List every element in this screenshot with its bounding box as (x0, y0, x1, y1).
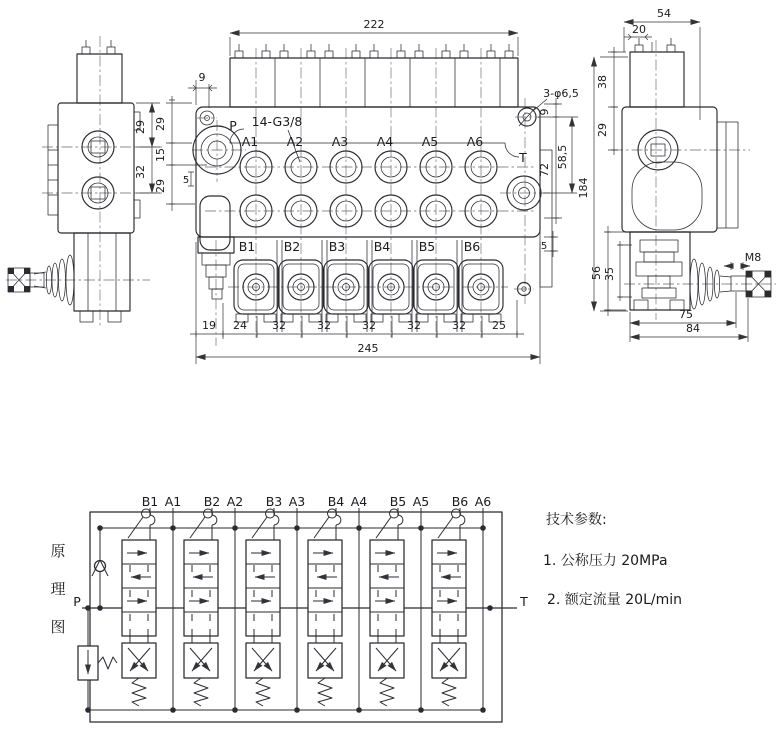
dim-32-left-view: 32 (134, 165, 147, 179)
schematic-t-label: T (520, 594, 528, 609)
port-b5-label: B5 (418, 239, 436, 254)
sch-a3: A3 (288, 494, 306, 509)
title-char-3: 图 (50, 618, 66, 636)
dim-222: 222 (363, 18, 385, 31)
port-a3-label: A3 (331, 134, 349, 149)
dim-58-5: 58,5 (556, 144, 569, 170)
port-a2-label: A2 (286, 134, 304, 149)
front-view (154, 18, 628, 364)
sch-a6: A6 (474, 494, 492, 509)
port-a4-label: A4 (376, 134, 394, 149)
dim-72: 72 (538, 163, 551, 177)
dim-32-3: 32 (362, 319, 376, 332)
dim-20: 20 (632, 23, 646, 36)
port-b2-label: B2 (283, 239, 301, 254)
sch-a4: A4 (350, 494, 368, 509)
port-a1-label: A1 (241, 134, 259, 149)
sch-b6: B6 (451, 494, 469, 509)
hydraulic-schematic (50, 494, 528, 722)
title-char-1: 原 (50, 542, 66, 560)
dim-5-left: 5 (182, 175, 190, 186)
mounting-hole-top-right (515, 107, 539, 126)
dim-19: 19 (202, 319, 216, 332)
mounting-hole-top-left (197, 111, 217, 125)
sch-b4: B4 (327, 494, 345, 509)
valve-body (622, 107, 738, 232)
dim-35: 35 (603, 267, 616, 281)
port-b4-label: B4 (373, 239, 391, 254)
dim-29-right-view: 29 (596, 123, 609, 137)
port-b1-label: B1 (238, 239, 256, 254)
tech-param-flow: 2. 额定流量 20L/min (547, 592, 682, 608)
dim-29-a: 29 (154, 117, 167, 131)
left-side-view (6, 36, 162, 326)
dim-38: 38 (596, 75, 609, 89)
valve-cap (77, 40, 122, 103)
title-char-2: 理 (50, 580, 66, 598)
port-a6-label: A6 (466, 134, 484, 149)
dim-184: 184 (577, 177, 590, 199)
sch-a2: A2 (226, 494, 244, 509)
port-a5-label: A5 (421, 134, 439, 149)
thread-m8: M8 (744, 251, 762, 264)
sch-b1: B1 (141, 494, 159, 509)
port-p-label: P (229, 118, 237, 133)
dim-24: 24 (233, 319, 247, 332)
valve-sections (122, 508, 486, 713)
dim-84: 84 (686, 322, 700, 335)
sch-a5: A5 (412, 494, 430, 509)
schematic-title (50, 542, 65, 636)
mounting-hole-bottom-right (514, 283, 534, 296)
thread-callout: 14-G3/8 (251, 114, 303, 129)
dim-15: 15 (154, 148, 167, 162)
front-port-labels (229, 87, 579, 254)
lever-housing (630, 232, 690, 310)
sch-b5: B5 (389, 494, 407, 509)
valve-caps-strip (230, 44, 518, 107)
dim-54: 54 (657, 7, 671, 20)
tech-params-title: 技术参数: (546, 512, 607, 528)
port-b3-label: B3 (328, 239, 346, 254)
dim-32-4: 32 (407, 319, 421, 332)
lever-housing (74, 233, 130, 322)
dim-75: 75 (679, 308, 693, 321)
valve-cap (630, 38, 684, 107)
dim-29-left-view: 29 (134, 120, 147, 134)
holes-callout: 3-φ6,5 (543, 87, 579, 100)
dim-32-2: 32 (317, 319, 331, 332)
dim-29-b: 29 (154, 179, 167, 193)
dim-9-right: 9 (538, 108, 551, 116)
centerlines (6, 36, 162, 326)
port-t-label: T (519, 150, 527, 165)
valve-body (48, 103, 140, 233)
centerlines (612, 40, 776, 320)
centerlines (192, 48, 550, 346)
relief-valve (78, 608, 117, 710)
technical-parameters (543, 511, 682, 608)
dim-25: 25 (492, 319, 506, 332)
dim-5-right: 5 (540, 241, 548, 252)
sch-b3: B3 (265, 494, 283, 509)
dim-32-5: 32 (452, 319, 466, 332)
dim-245: 245 (357, 342, 379, 355)
port-b6-label: B6 (463, 239, 481, 254)
dim-9-top: 9 (198, 71, 206, 84)
schematic-p-label: P (73, 594, 81, 609)
dim-32-1: 32 (272, 319, 286, 332)
tech-param-pressure: 1. 公称压力 20MPa (543, 553, 668, 569)
sch-b2: B2 (203, 494, 221, 509)
sch-a1: A1 (164, 494, 182, 509)
dim-56: 56 (590, 266, 603, 280)
